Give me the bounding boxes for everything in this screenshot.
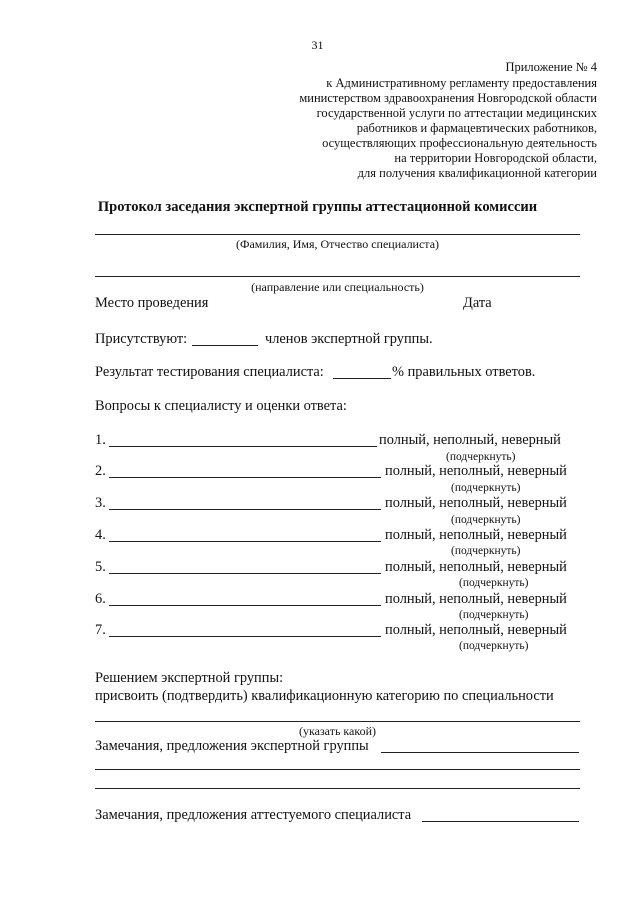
question-answer-line[interactable] xyxy=(109,477,381,478)
decision-heading: Решением экспертной группы: xyxy=(95,670,284,686)
appendix-line: на территории Новгородской области, xyxy=(394,151,597,165)
question-number: 6. xyxy=(95,591,106,607)
question-options: полный, неполный, неверный xyxy=(385,495,567,511)
question-note: (подчеркнуть) xyxy=(446,451,516,463)
place-label: Место проведения xyxy=(95,295,209,311)
appendix-title: Приложение № 4 xyxy=(505,60,597,74)
question-number: 7. xyxy=(95,622,106,638)
remarks-group-line[interactable] xyxy=(381,752,579,753)
question-note: (подчеркнуть) xyxy=(459,640,529,652)
question-number: 1. xyxy=(95,432,106,448)
appendix-line: работников и фармацевтических работников, xyxy=(356,121,597,135)
question-options: полный, неполный, неверный xyxy=(385,591,567,607)
remarks-group-label: Замечания, предложения экспертной группы xyxy=(95,738,369,754)
category-caption: (указать какой) xyxy=(298,724,377,738)
question-options: полный, неполный, неверный xyxy=(385,463,567,479)
remarks-specialist-label: Замечания, предложения аттестуемого специалиста xyxy=(95,807,412,823)
question-answer-line[interactable] xyxy=(109,636,381,637)
question-note: (подчеркнуть) xyxy=(451,545,521,557)
appendix-line: для получения квалификационной категории xyxy=(357,166,597,180)
name-caption: (Фамилия, Имя, Отчество специалиста) xyxy=(235,237,440,251)
specialty-caption: (направление или специальность) xyxy=(251,280,424,294)
question-number: 3. xyxy=(95,495,106,511)
protocol-title: Протокол заседания экспертной группы аттестационной комиссии xyxy=(97,199,538,215)
remarks-group-line-2[interactable] xyxy=(95,769,580,770)
question-note: (подчеркнуть) xyxy=(451,514,521,526)
present-count-line[interactable] xyxy=(192,345,258,346)
question-answer-line[interactable] xyxy=(109,541,381,542)
question-number: 5. xyxy=(95,559,106,575)
present-suffix: членов экспертной группы. xyxy=(265,331,433,347)
question-note: (подчеркнуть) xyxy=(451,482,521,494)
appendix-line: к Административному регламенту предоставления xyxy=(326,76,597,90)
question-options: полный, неполный, неверный xyxy=(385,622,567,638)
question-answer-line[interactable] xyxy=(109,573,381,574)
question-note: (подчеркнуть) xyxy=(459,609,529,621)
decision-text: присвоить (подтвердить) квалификационную категорию по специальности xyxy=(95,688,554,704)
name-line[interactable] xyxy=(95,234,580,235)
page-number: 31 xyxy=(311,38,324,52)
question-answer-line[interactable] xyxy=(109,509,381,510)
appendix-line: государственной услуги по аттестации медицинских xyxy=(316,106,597,120)
question-number: 4. xyxy=(95,527,106,543)
result-percent-line[interactable] xyxy=(333,378,391,379)
result-suffix: % правильных ответов. xyxy=(392,364,536,380)
question-options: полный, неполный, неверный xyxy=(385,527,567,543)
appendix-line: осуществляющих профессиональную деятельность xyxy=(322,136,597,150)
question-answer-line[interactable] xyxy=(109,605,381,606)
question-answer-line[interactable] xyxy=(109,446,377,447)
remarks-specialist-line[interactable] xyxy=(422,821,579,822)
result-label: Результат тестирования специалиста: xyxy=(95,364,324,380)
specialty-line[interactable] xyxy=(95,276,580,277)
present-label: Присутствуют: xyxy=(95,331,188,347)
date-label: Дата xyxy=(463,295,492,311)
question-number: 2. xyxy=(95,463,106,479)
question-options: полный, неполный, неверный xyxy=(379,432,561,448)
appendix-line: министерством здравоохранения Новгородской области xyxy=(299,91,597,105)
question-options: полный, неполный, неверный xyxy=(385,559,567,575)
category-line[interactable] xyxy=(95,721,580,722)
question-note: (подчеркнуть) xyxy=(459,577,529,589)
remarks-group-line-3[interactable] xyxy=(95,788,580,789)
questions-heading: Вопросы к специалисту и оценки ответа: xyxy=(95,398,347,414)
